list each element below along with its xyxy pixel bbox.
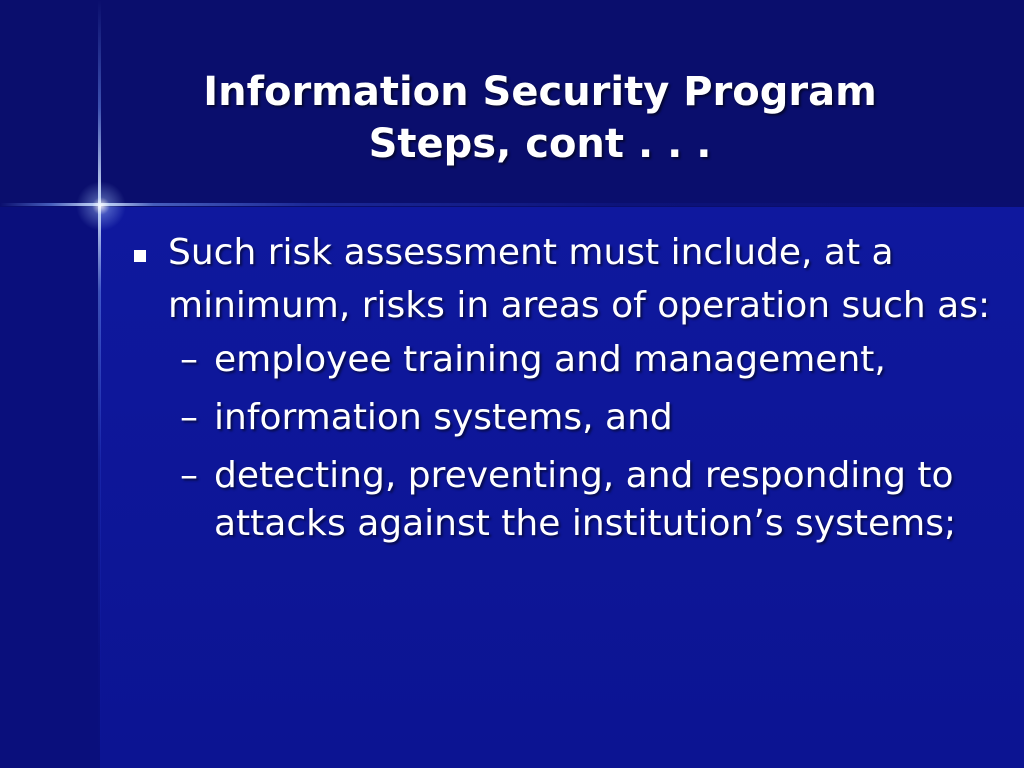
bullet-text: Such risk assessment must include, at a minimum, risks in areas of operation such as: (168, 232, 991, 326)
sub-bullet-item (130, 394, 1010, 442)
sub-bullet-item (130, 452, 1010, 548)
horizontal-light-line (0, 203, 1024, 206)
dash-marker: – (180, 455, 198, 496)
slide-title-line-2: Steps, cont . . . (368, 121, 712, 167)
slide-title (100, 66, 980, 170)
starburst-crosshair-icon (76, 181, 126, 231)
sub-bullet-item (130, 336, 1010, 384)
square-bullet-icon (134, 250, 146, 262)
dash-marker: – (180, 339, 198, 380)
slide-title-line-1: Information Security Program (203, 69, 877, 115)
dash-marker: – (180, 397, 198, 438)
sub-bullet-text: detecting, preventing, and responding to attacks against the institution’s systems; (214, 455, 957, 544)
left-band (0, 207, 100, 768)
slide-body (130, 226, 1010, 558)
bullet-item (130, 226, 1010, 332)
sub-bullet-text: employee training and management, (214, 339, 886, 380)
sub-bullet-text: information systems, and (214, 397, 673, 438)
sub-bullet-list (130, 336, 1010, 548)
